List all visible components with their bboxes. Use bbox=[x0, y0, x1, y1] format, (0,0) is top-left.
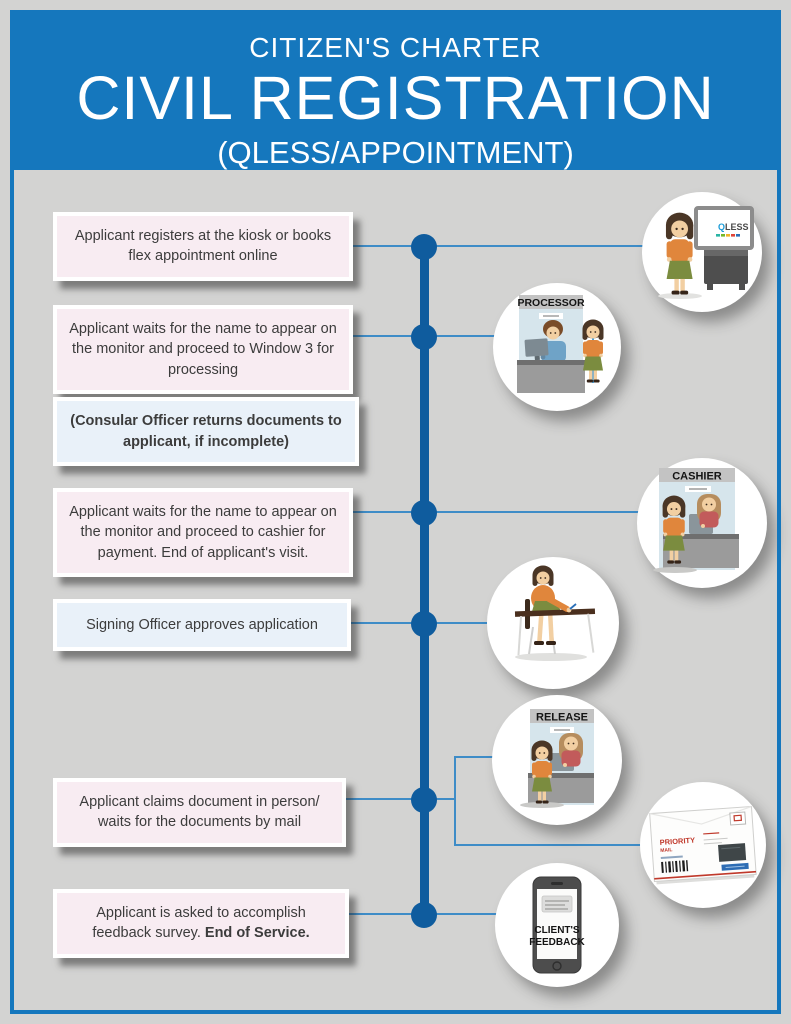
step-text: Signing Officer approves application bbox=[86, 616, 318, 633]
qless-kiosk-icon bbox=[696, 208, 752, 290]
page-title: CIVIL REGISTRATION bbox=[76, 64, 715, 132]
svg-text:FEEDBACK: FEEDBACK bbox=[529, 937, 585, 948]
svg-text:PROCESSOR: PROCESSOR bbox=[517, 297, 585, 309]
processor-illustration bbox=[493, 283, 621, 411]
step-box-cashier-payment bbox=[53, 488, 353, 577]
step-text: Applicant claims document in person/ waits for the documents by mail bbox=[79, 794, 320, 831]
step-text: Applicant registers at the kiosk or books flex appointment online bbox=[74, 228, 332, 265]
timeline-node-3 bbox=[411, 500, 437, 526]
step-box-consular-return bbox=[53, 397, 359, 466]
step-box-claim-document bbox=[53, 778, 346, 847]
step-box-wait-window3 bbox=[53, 305, 353, 394]
svg-text:CASHIER: CASHIER bbox=[672, 470, 722, 483]
illustration-kiosk-circle bbox=[642, 192, 762, 312]
svg-text:PRIORITY: PRIORITY bbox=[659, 835, 696, 848]
header-subtitle: (QLESS/APPOINTMENT) bbox=[217, 135, 574, 170]
step-text: (Consular Officer returns documents to applicant, if incomplete) bbox=[70, 413, 342, 450]
illustration-mail-circle bbox=[640, 782, 766, 908]
step-text: Applicant waits for the name to appear on the monitor and proceed to cashier for payment. End of applicant's visit. bbox=[69, 504, 337, 561]
step-box-signing-officer bbox=[53, 599, 351, 651]
processor-window-icon bbox=[517, 295, 585, 393]
feedback-phone-icon bbox=[495, 863, 619, 987]
applicant-figure-icon bbox=[666, 213, 693, 295]
connector-branch-mail bbox=[454, 844, 649, 846]
timeline-node-1 bbox=[411, 234, 437, 260]
step-box-register bbox=[53, 212, 353, 281]
mail-envelope-icon bbox=[640, 782, 766, 908]
step-text: Applicant is asked to accomplish feedback survey. End of Service. bbox=[92, 905, 310, 942]
svg-text:MAIL: MAIL bbox=[660, 847, 673, 854]
illustration-signing-circle bbox=[487, 557, 619, 689]
timeline-node-4 bbox=[411, 611, 437, 637]
svg-text:CLIENT'S: CLIENT'S bbox=[534, 925, 580, 936]
connector-step1 bbox=[353, 245, 653, 247]
cashier-illustration bbox=[637, 458, 767, 588]
connector-step6 bbox=[346, 798, 456, 800]
timeline-node-2 bbox=[411, 324, 437, 350]
illustration-release-circle bbox=[492, 695, 622, 825]
illustration-feedback-circle bbox=[495, 863, 619, 987]
timeline-node-6 bbox=[411, 902, 437, 928]
release-illustration bbox=[492, 695, 622, 825]
signing-officer-illustration bbox=[487, 557, 619, 689]
illustration-cashier-circle bbox=[637, 458, 767, 588]
signing-officer-figure-icon bbox=[525, 566, 562, 655]
connector-branch-vertical bbox=[454, 756, 456, 846]
kiosk-illustration bbox=[642, 192, 762, 312]
step-text: Applicant waits for the name to appear on the monitor and proceed to Window 3 for processing bbox=[69, 321, 337, 378]
connector-step4 bbox=[353, 511, 648, 513]
release-clerk-figure-icon bbox=[559, 733, 583, 767]
svg-text:Q: Q bbox=[718, 222, 726, 232]
svg-text:LESS: LESS bbox=[725, 222, 749, 232]
header-eyebrow: CITIZEN'S CHARTER bbox=[249, 32, 542, 63]
header-banner bbox=[10, 10, 781, 170]
svg-text:RELEASE: RELEASE bbox=[536, 711, 588, 724]
cashier-figure-icon bbox=[697, 494, 721, 528]
illustration-processor-circle bbox=[493, 283, 621, 411]
timeline-node-5 bbox=[411, 787, 437, 813]
step-box-feedback bbox=[53, 889, 349, 958]
